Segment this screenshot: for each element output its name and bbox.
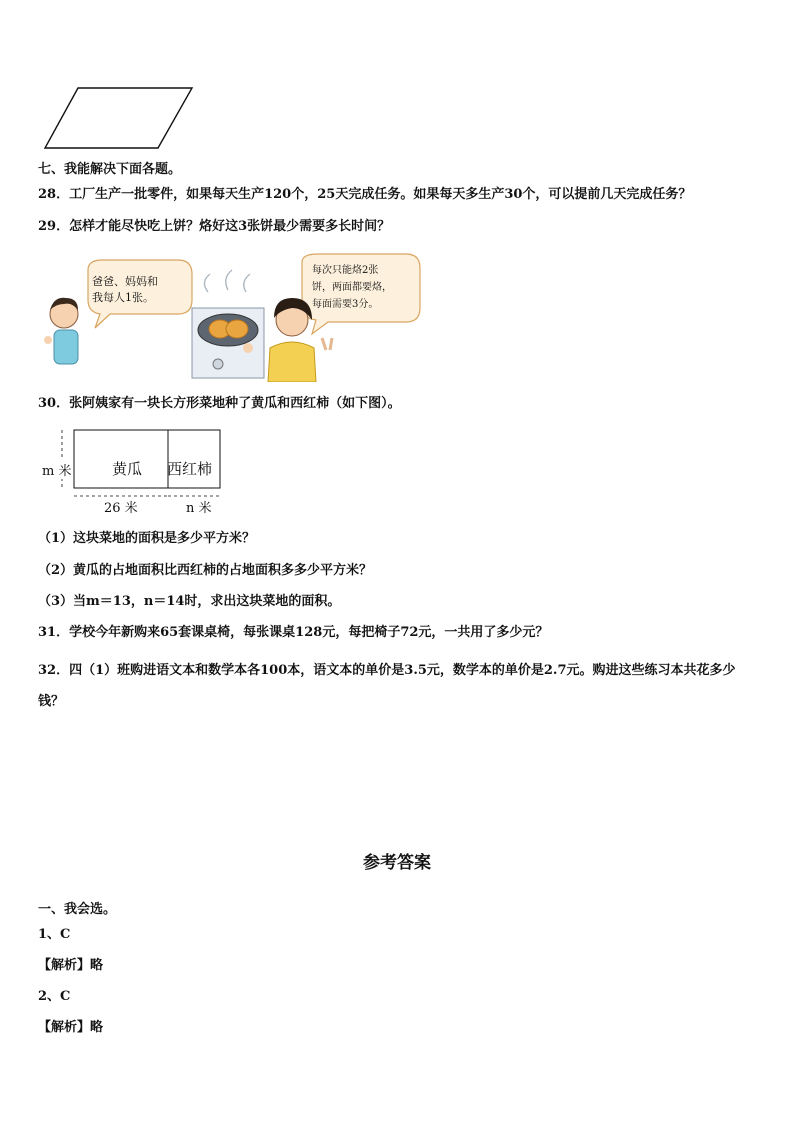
question-30-part-2: （2）黄瓜的占地面积比西红柿的占地面积多多少平方米？ bbox=[38, 563, 373, 578]
garden-diagram bbox=[40, 424, 240, 520]
answer-title: 参考答案 bbox=[363, 853, 431, 873]
question-30-part-3: （3）当m＝13，n＝14时，求出这块菜地的面积。 bbox=[38, 594, 341, 609]
question-28: 28．工厂生产一批零件，如果每天生产120个，25天完成任务。如果每天多生产30个，可以提前几天完成任务？ bbox=[38, 187, 692, 202]
question-30: 30．张阿姨家有一块长方形菜地种了黄瓜和西红柿（如下图）。 bbox=[38, 396, 401, 411]
mom-bubble-line-3: 每面需要3分。 bbox=[312, 299, 379, 310]
parallelogram-figure bbox=[40, 84, 198, 154]
section-seven-heading: 七、我能解决下面各题。 bbox=[38, 162, 182, 177]
answer-2: 2、C bbox=[38, 989, 71, 1004]
question-29: 29．怎样才能尽快吃上饼？烙好这3张饼最少需要多长时间？ bbox=[38, 219, 391, 234]
question-32: 32．四（1）班购进语文本和数学本各100本，语文本的单价是3.5元，数学本的单价是2.7元。购进这些练习本共花多少钱？ bbox=[38, 663, 736, 709]
width-26-label: 26 米 bbox=[104, 497, 138, 516]
boy-bubble-line-1: 爸爸、妈妈和 bbox=[92, 275, 158, 288]
cucumber-label: 黄瓜 bbox=[112, 460, 143, 478]
width-n-label: n 米 bbox=[186, 497, 212, 516]
mom-bubble-line-1: 每次只能烙2张 bbox=[312, 265, 379, 276]
answer-2-analysis: 【解析】略 bbox=[38, 1020, 104, 1035]
mom-bubble-line-2: 饼，两面都要烙， bbox=[312, 282, 392, 293]
pancake-illustration bbox=[40, 252, 430, 382]
boy-bubble-line-2: 我每人1张。 bbox=[92, 291, 154, 304]
question-31: 31．学校今年新购来65套课桌椅，每张课桌128元，每把椅子72元，一共用了多少元？ bbox=[38, 625, 549, 640]
height-label: m 米 bbox=[42, 460, 71, 479]
answer-section-heading: 一、我会选。 bbox=[38, 902, 117, 917]
answer-1-analysis: 【解析】略 bbox=[38, 958, 104, 973]
answer-1: 1、C bbox=[38, 927, 71, 942]
question-30-part-1: （1）这块菜地的面积是多少平方米？ bbox=[38, 531, 256, 546]
tomato-label: 西红柿 bbox=[167, 460, 213, 478]
